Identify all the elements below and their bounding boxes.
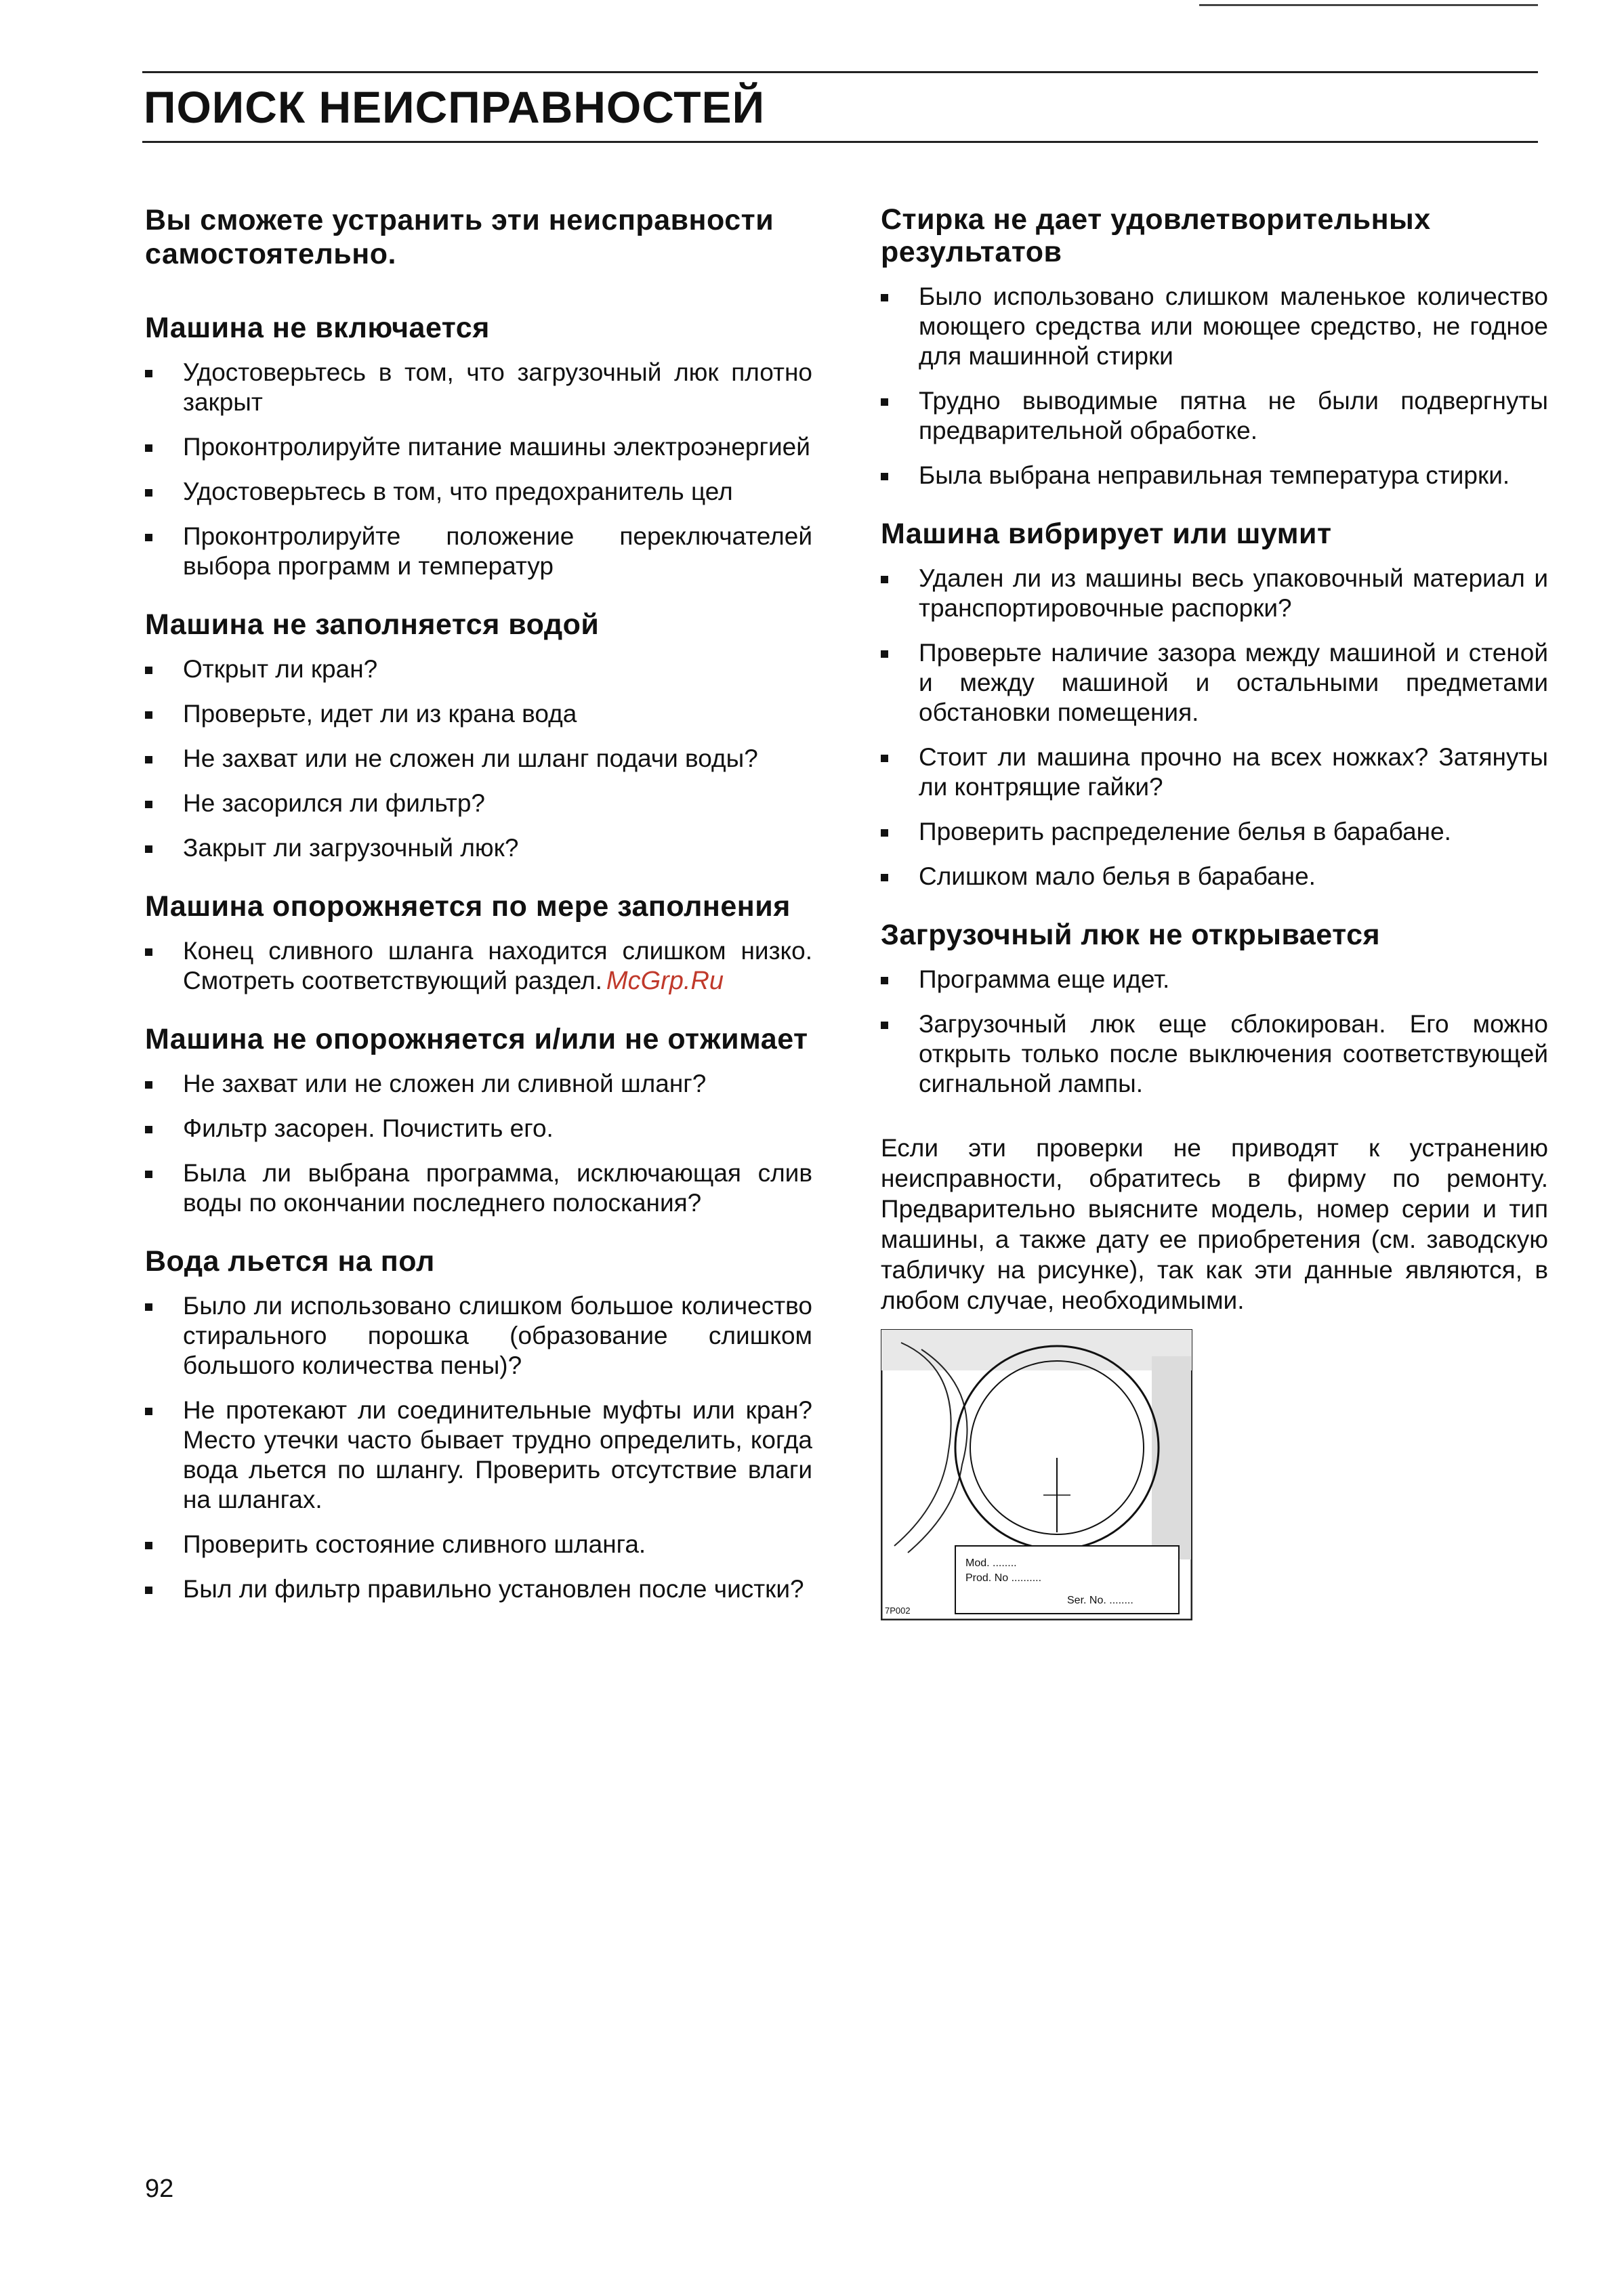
list-item: Был ли фильтр правильно установлен после чистки? [145, 1574, 812, 1604]
section-title: Машина не заполняется водой [145, 608, 600, 641]
watermark: McGrp.Ru [606, 967, 724, 995]
washing-machine-illustration [881, 1329, 1192, 1620]
list-item: Проверьте наличие зазора между машиной и стеной и между машиной и остальными предметами обстановки помещения. [881, 638, 1548, 728]
list-item: Не протекают ли соединительные муфты или кран? Место утечки часто бывает трудно определить, когда вода льется по шлангу. Проверить отсутствие влаги на шлангах. [145, 1396, 812, 1515]
list-item: Не захват или не сложен ли шланг подачи воды? [145, 744, 812, 774]
plate-serial-label: Ser. No. ........ [1067, 1595, 1133, 1606]
list-item: Загрузочный люк еще сблокирован. Его можно открыть только после выключения соответствующей сигнальной лампы. [881, 1009, 1548, 1099]
section-title: Стирка не дает удовлетворительных результатов [881, 203, 1431, 268]
list-item: Закрыт ли загрузочный люк? [145, 833, 812, 863]
list-item: Была выбрана неправильная температура стирки. [881, 461, 1548, 490]
list-item: Стоит ли машина прочно на всех ножках? Затянуты ли контрящие гайки? [881, 742, 1548, 802]
right-column [881, 203, 1548, 1620]
closing-paragraph: Если эти проверки не приводят к устранению неисправности, обратитесь в фирму по ремонту. Предварительно выясните модель, номер серии и тип машины, а также дату ее приобретения (см. заводскую табличку на рисунке), так как эти данные являются, в любом случае, необходимыми. [881, 1134, 1548, 1314]
section-no-water [145, 608, 812, 863]
section-no-drain [145, 1023, 812, 1218]
plate-prod-label: Prod. No .......... [965, 1572, 1042, 1584]
list-item: Удостоверьтесь в том, что загрузочный люк плотно закрыт [145, 358, 812, 417]
rating-plate-figure [881, 1329, 1192, 1620]
list-item [145, 936, 812, 996]
item-list [881, 965, 1548, 1099]
figure-code: 7P002 [885, 1606, 911, 1616]
list-item: Слишком мало белья в барабане. [881, 862, 1548, 891]
list-item: Было использовано слишком маленькое количество моющего средства или моющее средство, не годное для машинной стирки [881, 282, 1548, 371]
title-rule-bottom [142, 141, 1538, 143]
list-item: Фильтр засорен. Почистить его. [145, 1114, 812, 1144]
section-title: Машина не опорожняется и/или не отжимает [145, 1023, 808, 1055]
list-item: Не засорился ли фильтр? [145, 789, 812, 818]
item-list [145, 1291, 812, 1604]
section-poor-results [881, 203, 1548, 490]
item-list [145, 1069, 812, 1218]
list-item: Открыт ли кран? [145, 654, 812, 684]
item-list [145, 358, 812, 581]
plate-model-label: Mod. ........ [965, 1557, 1017, 1569]
list-item: Программа еще идет. [881, 965, 1548, 994]
list-item-text: Конец сливного шланга находится слишком низко. Смотреть соответствующий раздел. [183, 937, 812, 994]
title-rule-top [142, 71, 1538, 73]
section-title: Загрузочный люк не открывается [881, 919, 1381, 951]
list-item: Проверить состояние сливного шланга. [145, 1530, 812, 1559]
list-item: Проверить распределение белья в барабане. [881, 817, 1548, 847]
left-column [145, 203, 812, 1631]
list-item: Было ли использовано слишком большое количество стирального порошка (образование слишком большого количества пены)? [145, 1291, 812, 1381]
list-item: Проконтролируйте питание машины электроэнергией [145, 432, 812, 462]
intro-text: Вы сможете устранить эти неисправности самостоятельно. [145, 204, 774, 270]
section-drains-while-filling [145, 890, 812, 996]
list-item: Трудно выводимые пятна не были подвергнуты предварительной обработке. [881, 386, 1548, 446]
item-list [145, 654, 812, 863]
section-vibration [881, 518, 1548, 891]
section-door-locked [881, 919, 1548, 1099]
list-item: Проверьте, идет ли из крана вода [145, 699, 812, 729]
section-title: Машина опорожняется по мере заполнения [145, 890, 791, 923]
section-water-leak [145, 1245, 812, 1604]
section-title: Машина вибрирует или шумит [881, 518, 1332, 550]
header-rule-short [1199, 4, 1538, 6]
section-title: Вода льется на пол [145, 1245, 435, 1278]
list-item: Не захват или не сложен ли сливной шланг? [145, 1069, 812, 1099]
list-item: Удостоверьтесь в том, что предохранитель цел [145, 477, 812, 507]
item-list [881, 282, 1548, 490]
section-no-power [145, 312, 812, 581]
page-number: 92 [145, 2175, 174, 2203]
page-title: ПОИСК НЕИСПРАВНОСТЕЙ [144, 82, 766, 132]
item-list [881, 564, 1548, 891]
item-list [145, 936, 812, 996]
section-title: Машина не включается [145, 312, 490, 344]
list-item: Удален ли из машины весь упаковочный материал и транспортировочные распорки? [881, 564, 1548, 623]
list-item: Проконтролируйте положение переключателей выбора программ и температур [145, 522, 812, 581]
list-item: Была ли выбрана программа, исключающая слив воды по окончании последнего полоскания? [145, 1158, 812, 1218]
